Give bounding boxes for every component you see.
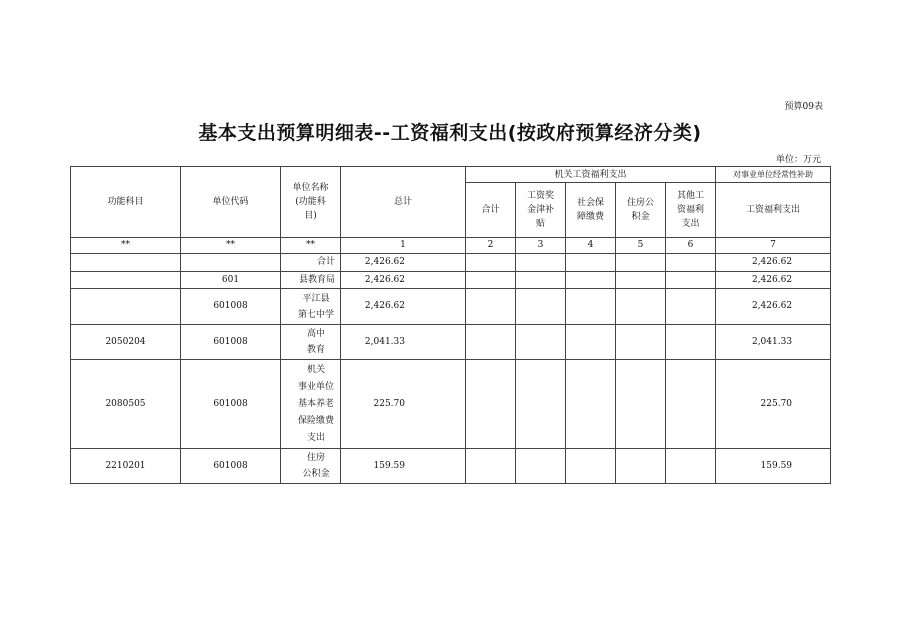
empty-cell (566, 325, 616, 360)
total-cell: 2,426.62 (341, 272, 466, 289)
func-subject-cell: 2050204 (71, 325, 181, 360)
unit-code-cell: 601008 (181, 449, 281, 484)
empty-cell (666, 449, 716, 484)
inst-wage-cell: 225.70 (716, 360, 831, 449)
empty-cell (666, 254, 716, 272)
header-sub-social: 社会保 障缴费 (566, 183, 616, 238)
total-cell: 2,041.33 (341, 325, 466, 360)
page-title: 基本支出预算明细表--工资福利支出(按政府预算经济分类) (198, 122, 702, 144)
total-cell: 2,426.62 (341, 254, 466, 272)
unit-name-cell: 机关 事业单位 基本养老 保险缴费 支出 (281, 360, 341, 449)
empty-cell (616, 449, 666, 484)
func-subject-cell: 2080505 (71, 360, 181, 449)
empty-cell (466, 254, 516, 272)
empty-cell (566, 272, 616, 289)
index-cell: 2 (466, 238, 516, 254)
index-cell: ** (181, 238, 281, 254)
inst-wage-cell: 159.59 (716, 449, 831, 484)
empty-cell (666, 289, 716, 325)
table-row (71, 254, 831, 272)
header-func-subject: 功能科目 (71, 167, 181, 238)
header-unit-name: 单位名称 (功能科 目) (281, 167, 341, 238)
empty-cell (516, 272, 566, 289)
header-sub-other: 其他工 资福利 支出 (666, 183, 716, 238)
index-cell: 1 (341, 238, 466, 254)
unit-code-cell: 601008 (181, 325, 281, 360)
empty-cell (466, 325, 516, 360)
func-subject-cell (71, 254, 181, 272)
empty-cell (666, 272, 716, 289)
header-sub-housing: 住房公 积金 (616, 183, 666, 238)
header-group-org: 机关工资福利支出 (466, 167, 716, 183)
unit-name-cell: 高中 教育 (281, 325, 341, 360)
total-cell: 159.59 (341, 449, 466, 484)
empty-cell (466, 360, 516, 449)
empty-cell (466, 449, 516, 484)
empty-cell (666, 360, 716, 449)
empty-cell (616, 254, 666, 272)
unit-code-cell: 601 (181, 272, 281, 289)
total-cell: 2,426.62 (341, 289, 466, 325)
empty-cell (516, 254, 566, 272)
unit-name-cell: 县教育局 (281, 272, 341, 289)
empty-cell (466, 272, 516, 289)
empty-cell (566, 254, 616, 272)
empty-cell (466, 289, 516, 325)
index-cell: 4 (566, 238, 616, 254)
index-cell: 5 (616, 238, 666, 254)
unit-code-cell (181, 254, 281, 272)
table-row (71, 360, 831, 449)
empty-cell (516, 449, 566, 484)
func-subject-cell (71, 272, 181, 289)
empty-cell (666, 325, 716, 360)
header-sub-inst-wage: 工资福利支出 (716, 183, 831, 238)
header-unit-code: 单位代码 (181, 167, 281, 238)
unit-name-cell: 合计 (281, 254, 341, 272)
inst-wage-cell: 2,426.62 (716, 254, 831, 272)
index-cell: 7 (716, 238, 831, 254)
index-cell: 6 (666, 238, 716, 254)
empty-cell (516, 360, 566, 449)
func-subject-cell (71, 289, 181, 325)
inst-wage-cell: 2,426.62 (716, 289, 831, 325)
func-subject-cell: 2210201 (71, 449, 181, 484)
empty-cell (516, 289, 566, 325)
inst-wage-cell: 2,041.33 (716, 325, 831, 360)
empty-cell (566, 360, 616, 449)
empty-cell (516, 325, 566, 360)
empty-cell (566, 289, 616, 325)
header-sub-total: 合计 (466, 183, 516, 238)
unit-name-cell: 平江县 第七中学 (281, 289, 341, 325)
empty-cell (616, 325, 666, 360)
table-row (71, 449, 831, 484)
index-cell: ** (71, 238, 181, 254)
unit-name-cell: 住房 公积金 (281, 449, 341, 484)
form-number: 预算09表 (784, 102, 823, 112)
header-sub-wage: 工资奖 金津补 贴 (516, 183, 566, 238)
header-group-inst: 对事业单位经常性补助 (716, 167, 831, 183)
total-cell: 225.70 (341, 360, 466, 449)
unit-code-cell: 601008 (181, 360, 281, 449)
empty-cell (616, 360, 666, 449)
table-row (71, 272, 831, 289)
unit-code-cell: 601008 (181, 289, 281, 325)
unit-label: 单位：万元 (775, 155, 821, 165)
index-row (71, 238, 831, 254)
table-row (71, 325, 831, 360)
empty-cell (616, 272, 666, 289)
index-cell: 3 (516, 238, 566, 254)
empty-cell (566, 449, 616, 484)
index-cell: ** (281, 238, 341, 254)
inst-wage-cell: 2,426.62 (716, 272, 831, 289)
table-row (71, 289, 831, 325)
empty-cell (616, 289, 666, 325)
budget-table (70, 166, 831, 484)
header-total: 总计 (341, 167, 466, 238)
